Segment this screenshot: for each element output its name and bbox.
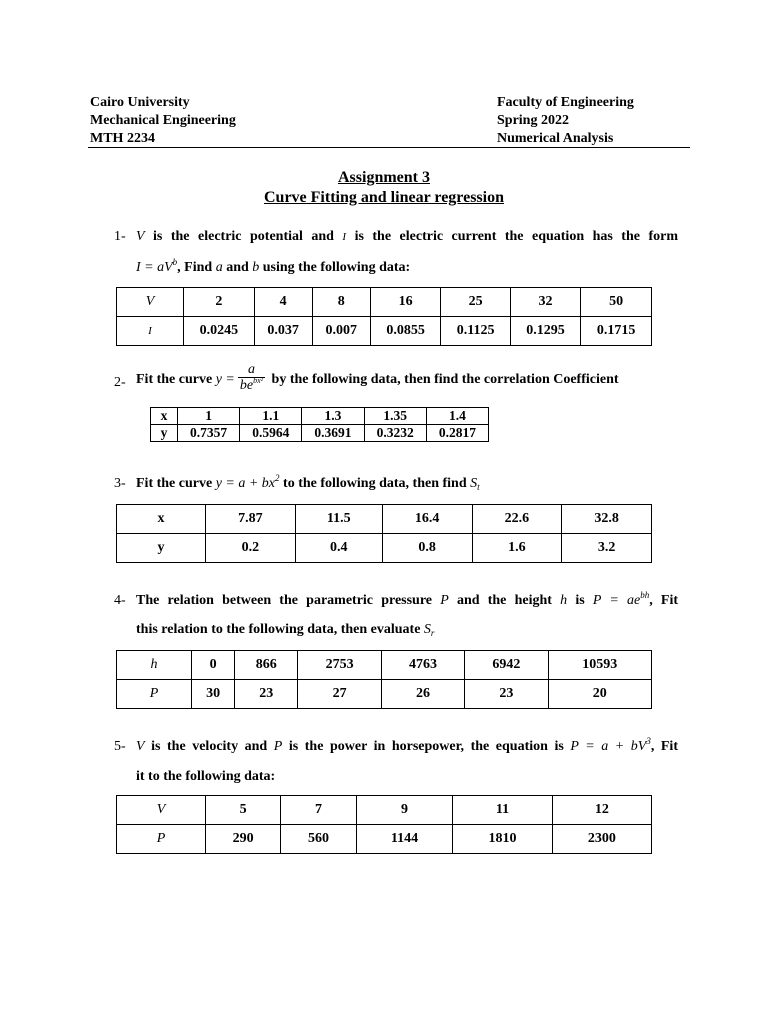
problem-1-data-table [116, 287, 652, 346]
problem-2-text: Fit the curve [136, 372, 216, 388]
var-s-subscript: r [430, 628, 435, 638]
problem-1-text: , Find [177, 260, 216, 275]
header-right [497, 94, 634, 148]
table-cell: 16.4 [382, 505, 472, 534]
table-cell: 0.037 [254, 317, 312, 346]
table-cell: 1.1 [240, 408, 302, 425]
row-label: I [117, 317, 184, 346]
table-cell: 1.35 [364, 408, 426, 425]
problem-1-line-2 [136, 259, 410, 277]
table-cell: 560 [281, 825, 356, 854]
problem-3-data-table [116, 504, 652, 563]
row-label: x [151, 408, 178, 425]
row-label: V [117, 288, 184, 317]
var-p: P [440, 593, 449, 608]
course-name: Numerical Analysis [497, 131, 614, 146]
table-cell: 3.2 [562, 534, 652, 563]
table-row-x [151, 408, 489, 425]
table-cell: 2300 [552, 825, 651, 854]
table-cell: 20 [548, 680, 652, 709]
table-cell: 0.8 [382, 534, 472, 563]
equation-4: P = ae [592, 593, 641, 608]
table-cell: 0.007 [312, 317, 370, 346]
table-cell: 11 [453, 796, 552, 825]
var-i: I [342, 231, 347, 243]
equation-1: I = aV [136, 260, 173, 275]
problem-5-line-2: it to the following data: [136, 769, 276, 784]
table-cell: 1144 [356, 825, 453, 854]
equation-3: y = a + bx [215, 476, 276, 491]
table-row-x [117, 796, 652, 825]
row-label: y [117, 534, 206, 563]
problem-4-data-table [116, 650, 652, 709]
table-cell: 9 [356, 796, 453, 825]
problem-1-text: and [222, 260, 253, 275]
problem-1-text: using the following data: [259, 260, 411, 275]
problem-2-number: 2- [114, 375, 126, 390]
problem-5-text: is the velocity and [144, 739, 274, 754]
assignment-title: Assignment 3 [337, 169, 430, 186]
problem-2-data-table [150, 407, 489, 442]
var-s: S [423, 622, 431, 637]
problem-4-text: and the height [448, 593, 561, 608]
problem-2-line-1 [136, 364, 619, 396]
table-row-y [151, 425, 489, 442]
table-cell: 0.0245 [184, 317, 255, 346]
row-label: h [117, 651, 192, 680]
problem-3-text: Fit the curve [136, 476, 216, 491]
var-s-subscript: t [477, 482, 480, 492]
header-divider [88, 147, 690, 148]
table-cell: 290 [206, 825, 281, 854]
denominator-exponent: bx² [253, 376, 264, 385]
table-cell: 10593 [548, 651, 652, 680]
problem-5-data-table [116, 795, 652, 854]
table-row-x [117, 505, 652, 534]
var-p: P [273, 739, 283, 754]
problem-5-text: , Fit [650, 739, 678, 754]
semester: Spring 2022 [497, 113, 569, 128]
problem-4-text: , Fit [649, 593, 678, 608]
problem-4-text: The relation between the parametric pressure [136, 593, 441, 608]
course-code: MTH 2234 [90, 131, 155, 146]
equation-1-exponent: b [172, 257, 178, 267]
table-row-y [117, 680, 652, 709]
denominator-base: be [239, 378, 254, 393]
table-cell: 2753 [298, 651, 381, 680]
table-cell: 6942 [465, 651, 548, 680]
table-cell: 866 [235, 651, 298, 680]
problem-1-number: 1- [114, 229, 126, 244]
problem-5-text: is the power in horsepower, the equation is [282, 739, 571, 754]
table-cell: 23 [235, 680, 298, 709]
table-cell: 11.5 [295, 505, 382, 534]
table-cell: 30 [192, 680, 235, 709]
table-cell: 4 [254, 288, 312, 317]
table-cell: 0.7357 [178, 425, 240, 442]
table-cell: 0.4 [295, 534, 382, 563]
problem-4-line-1 [136, 592, 678, 610]
problem-1-text: is the electric potential and [144, 229, 343, 244]
problem-4-number: 4- [114, 593, 126, 608]
problem-3-line-1 [136, 475, 480, 493]
equation-4-exponent: bh [640, 590, 650, 600]
fraction-denominator [238, 378, 265, 394]
table-cell: 1.4 [426, 408, 488, 425]
university-name: Cairo University [90, 95, 190, 110]
faculty-name: Faculty of Engineering [497, 95, 634, 110]
table-cell: 0.5964 [240, 425, 302, 442]
problem-2-text: by the following data, then find the correlation Coefficient [268, 372, 619, 388]
table-row-y [117, 317, 652, 346]
table-cell: 0.1295 [510, 317, 581, 346]
table-row-y [117, 825, 652, 854]
fraction-numerator: a [238, 362, 265, 378]
var-a: a [215, 260, 223, 275]
row-label: y [151, 425, 178, 442]
table-cell: 27 [298, 680, 381, 709]
table-cell: 5 [206, 796, 281, 825]
var-s: S [470, 476, 478, 491]
table-cell: 1.6 [472, 534, 562, 563]
row-label: P [117, 825, 206, 854]
equation-2-lhs: y = [215, 372, 235, 388]
problem-3-number: 3- [114, 476, 126, 491]
table-cell: 0.1125 [441, 317, 510, 346]
problem-4-text: this relation to the following data, then evaluate [136, 622, 424, 637]
table-cell: 4763 [381, 651, 464, 680]
var-v: V [136, 229, 145, 244]
problem-1-line-1 [136, 228, 678, 246]
equation-3-exponent: 2 [275, 473, 280, 483]
table-cell: 50 [581, 288, 652, 317]
table-cell: 23 [465, 680, 548, 709]
table-cell: 0.2817 [426, 425, 488, 442]
row-label: x [117, 505, 206, 534]
problem-5-line-1 [136, 738, 678, 756]
table-cell: 2 [184, 288, 255, 317]
problem-4-line-2 [136, 621, 434, 639]
table-cell: 1.3 [302, 408, 364, 425]
table-cell: 32.8 [562, 505, 652, 534]
var-b: b [252, 260, 260, 275]
var-v: V [136, 739, 145, 754]
problem-1-text: is the electric current the equation has the form [346, 229, 678, 244]
table-cell: 7 [281, 796, 356, 825]
problem-4-text: is [567, 593, 593, 608]
table-cell: 22.6 [472, 505, 562, 534]
table-cell: 12 [552, 796, 651, 825]
table-cell: 0.3232 [364, 425, 426, 442]
table-cell: 1810 [453, 825, 552, 854]
table-cell: 0.3691 [302, 425, 364, 442]
table-cell: 16 [370, 288, 441, 317]
table-cell: 0.0855 [370, 317, 441, 346]
table-cell: 32 [510, 288, 581, 317]
table-row-x [117, 651, 652, 680]
var-h: h [560, 593, 568, 608]
assignment-subtitle: Curve Fitting and linear regression [264, 189, 504, 206]
table-cell: 25 [441, 288, 510, 317]
table-cell: 0 [192, 651, 235, 680]
equation-5-exponent: 3 [646, 736, 651, 746]
table-cell: 8 [312, 288, 370, 317]
table-cell: 0.1715 [581, 317, 652, 346]
table-row-x [117, 288, 652, 317]
department-name: Mechanical Engineering [90, 113, 236, 128]
row-label: P [117, 680, 192, 709]
table-cell: 7.87 [206, 505, 296, 534]
row-label: V [117, 796, 206, 825]
equation-5: P = a + bV [570, 739, 647, 754]
table-cell: 26 [381, 680, 464, 709]
problem-3-text: to the following data, then find [279, 476, 471, 491]
header-left [90, 94, 236, 148]
table-row-y [117, 534, 652, 563]
table-cell: 1 [178, 408, 240, 425]
problem-5-number: 5- [114, 739, 126, 754]
equation-2-fraction [238, 362, 265, 394]
table-cell: 0.2 [206, 534, 296, 563]
